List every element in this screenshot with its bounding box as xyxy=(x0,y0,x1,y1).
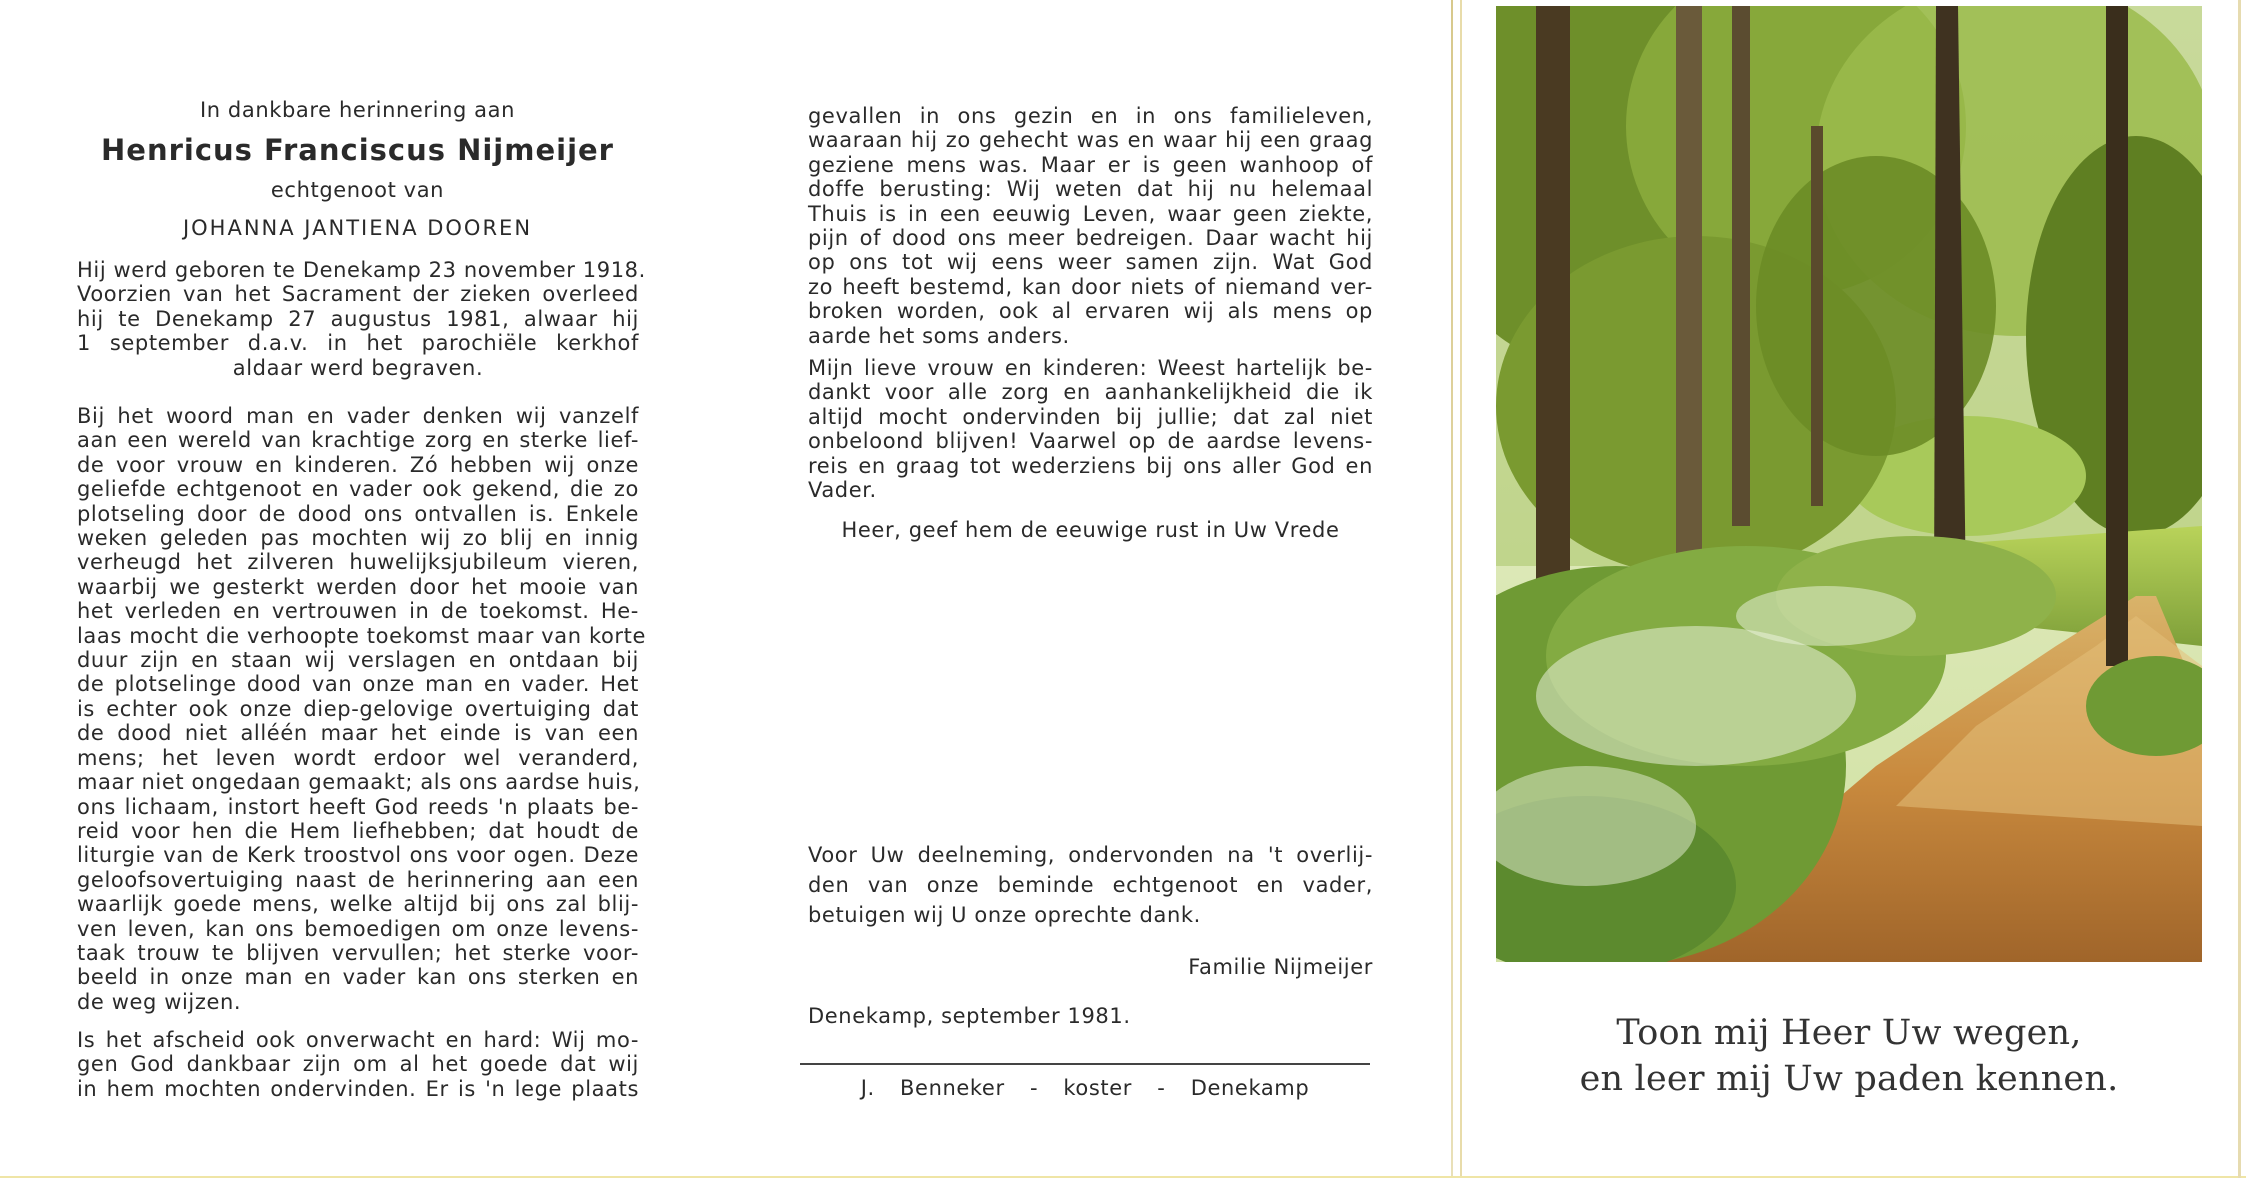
text-line: plotseling door de dood ons ontvallen is. Enkele xyxy=(77,501,639,526)
text-line: beeld in onze man en vader kan ons sterken en xyxy=(77,965,639,990)
text-line: betuigen wij U onze oprechte dank. xyxy=(808,903,1201,927)
text-line: taak trouw te blijven vervullen; het sterke voor- xyxy=(77,940,639,965)
spouse-label: echtgenoot van xyxy=(270,178,445,202)
text-line: mens; het leven wordt erdoor wel veranderd, xyxy=(77,745,639,770)
family-signature: Familie Nijmeijer xyxy=(1188,955,1373,979)
text-line: reid voor hen die Hem liefhebben; dat houdt de xyxy=(77,818,639,843)
spouse-name: JOHANNA JANTIENA DOOREN xyxy=(182,216,533,240)
photo-illustration xyxy=(1496,6,2202,962)
deceased-name: Henricus Franciscus Nijmeijer xyxy=(101,133,614,167)
prayer-line: Heer, geef hem de eeuwige rust in Uw Vrede xyxy=(841,518,1340,542)
text-line: geliefde echtgenoot en vader ook gekend, die zo xyxy=(77,477,639,502)
biography-paragraph xyxy=(77,258,646,380)
text-line: Voorzien van het Sacrament der zieken overleed xyxy=(77,282,639,307)
printer-credit: J. Benneker - koster - Denekamp xyxy=(860,1076,1310,1100)
text-line: Is het afscheid ook onverwacht en hard: Wij mo- xyxy=(77,1028,639,1052)
text-line: maar niet ongedaan gemaakt; als ons aardse huis, xyxy=(77,770,641,795)
text-line: waaraan hij zo gehecht was en waar hij een graag xyxy=(808,128,1373,153)
text-line: pijn of dood ons meer bedreigen. Daar wacht hij xyxy=(808,226,1373,251)
farewell-paragraph xyxy=(77,1028,639,1101)
text-line: 1 september d.a.v. in het parochiële kerkhof xyxy=(77,331,639,356)
text-line: laas mocht die verhoopte toekomst maar van korte xyxy=(77,623,646,648)
text-line: Hij werd geboren te Denekamp 23 november 1918. xyxy=(77,258,646,282)
intro-text: In dankbare herinnering aan xyxy=(199,98,516,122)
text-line: de voor vrouw en kinderen. Zó hebben wij onze xyxy=(77,452,639,477)
text-line: Bij het woord man en vader denken wij vanzelf xyxy=(77,404,639,428)
text-line: reis en graag tot wederziens bij ons aller God en xyxy=(808,453,1373,478)
text-line: gevallen in ons gezin en in ons familieleven, xyxy=(808,104,1373,128)
text-line: waarbij we gesterkt werden door het mooie van xyxy=(77,574,639,599)
thanks-paragraph xyxy=(808,840,1373,930)
text-line: zo heeft bestemd, kan door niets of niemand ver- xyxy=(808,274,1373,299)
tree-lined-path-photo xyxy=(1496,6,2202,962)
text-line: weken geleden pas mochten wij zo blij en innig xyxy=(77,526,639,551)
text-line: gen God dankbaar zijn om al het goede dat wij xyxy=(77,1052,639,1077)
text-line: verheugd het zilveren huwelijksjubileum vieren, xyxy=(77,550,639,575)
text-line: is echter ook onze diep-gelovige overtuiging dat xyxy=(77,696,639,721)
text-line: geloofsovertuiging naast de herinnering aan een xyxy=(77,867,639,892)
text-line: Thuis is in een eeuwig Leven, waar geen ziekte, xyxy=(808,201,1373,226)
text-line: hij te Denekamp 27 augustus 1981, alwaar hij xyxy=(77,306,639,331)
text-line: de dood niet alléén maar het einde is van een xyxy=(77,721,639,746)
text-line: Vader. xyxy=(808,478,877,503)
text-line: altijd mocht ondervinden bij jullie; dat zal niet xyxy=(808,404,1373,429)
family-address-paragraph xyxy=(808,356,1373,502)
text-line: Voor Uw deelneming, ondervonden na 't overlij- xyxy=(808,843,1373,867)
scripture-quote xyxy=(1496,1010,2202,1102)
text-line: het verleden en vertrouwen in de toekomst. He- xyxy=(77,599,639,624)
card-edge-right xyxy=(2238,0,2241,1178)
text-line: aan een wereld van krachtige zorg en sterke lief- xyxy=(77,428,639,453)
text-line: den van onze beminde echtgenoot en vader, xyxy=(808,873,1373,897)
text-line: Mijn lieve vrouw en kinderen: Weest hartelijk be- xyxy=(808,356,1373,380)
text-line: de weg wijzen. xyxy=(77,989,242,1014)
card-edge xyxy=(0,1176,2246,1178)
quote-line: Toon mij Heer Uw wegen, xyxy=(1616,1013,2082,1053)
text-line: op ons tot wij eens weer samen zijn. Wat God xyxy=(808,250,1373,275)
continuation-paragraph xyxy=(808,104,1373,348)
text-line: ven leven, kan ons bemoedigen om onze levens- xyxy=(77,916,639,941)
text-line: aarde het soms anders. xyxy=(808,323,1070,348)
text-line: waarlijk goede mens, welke altijd bij ons zal blij- xyxy=(77,892,639,917)
tribute-paragraph xyxy=(77,404,646,1014)
place-date: Denekamp, september 1981. xyxy=(808,1004,1131,1028)
text-line: duur zijn en staan wij verslagen en ontdaan bij xyxy=(77,648,639,673)
text-line: onbeloond blijven! Vaarwel op de aardse levens- xyxy=(808,429,1373,454)
quote-line: en leer mij Uw paden kennen. xyxy=(1579,1059,2119,1099)
text-line: doffe berusting: Wij weten dat hij nu helemaal xyxy=(808,177,1373,202)
text-line: in hem mochten ondervinden. Er is 'n lege plaats xyxy=(77,1076,639,1101)
text-line: ons lichaam, instort heeft God reeds 'n plaats be- xyxy=(77,794,639,819)
text-line: dankt voor alle zorg en aanhankelijkheid die ik xyxy=(808,380,1373,405)
separator-rule xyxy=(800,1063,1370,1065)
text-line: geziene mens was. Maar er is geen wanhoop of xyxy=(808,152,1373,177)
text-line: liturgie van de Kerk troostvol ons voor ogen. Deze xyxy=(77,843,639,868)
text-line: broken worden, ook al ervaren wij als mens op xyxy=(808,299,1373,324)
text-line: de plotselinge dood van onze man en vader. Het xyxy=(77,672,639,697)
card-fold xyxy=(1451,0,1453,1178)
text-line: aldaar werd begraven. xyxy=(232,355,484,380)
